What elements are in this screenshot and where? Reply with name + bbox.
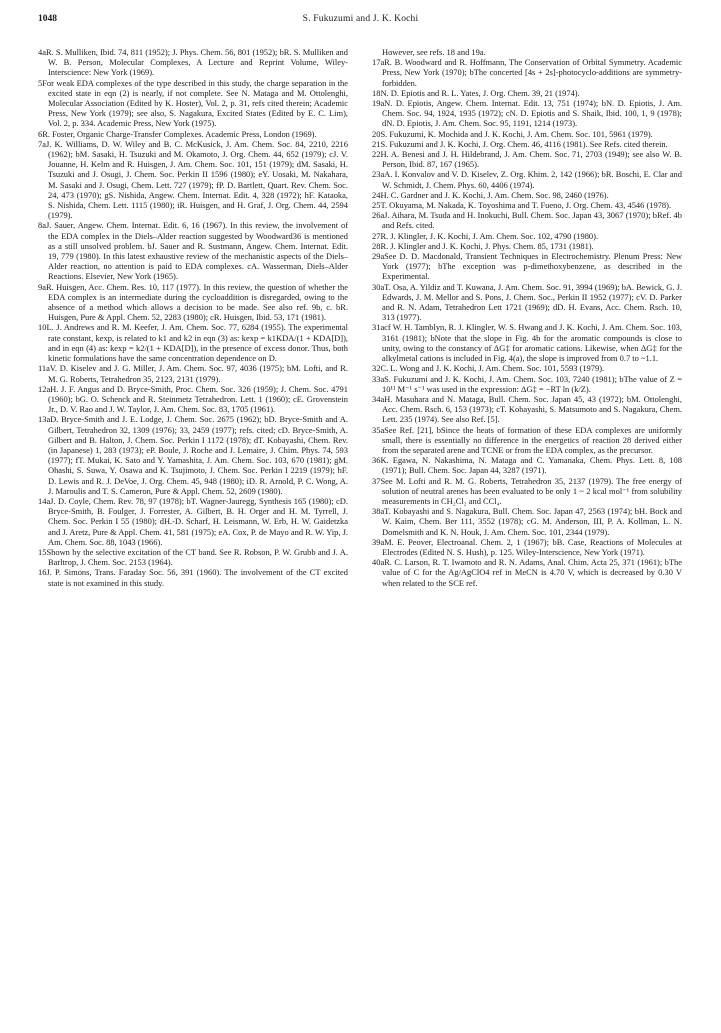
page-number: 1048 — [38, 14, 57, 24]
reference-entry: 9aR. Huisgen, Acc. Chem. Res. 10, 117 (1977). In this review, the question of whether the EDA complex is an intermediate during the cycloaddition is disregarded, owing to the absence of a method which allows a decision to be made. See also ref. 9b, c. bR. Huisgen, Pure & Appl. Chem. 52, 2283 (1980); cR. Huisgen, Ibid. 53, 171 (1981). — [38, 281, 348, 323]
page-header — [38, 14, 683, 28]
reference-entry: 14aJ. D. Coyle, Chem. Rev. 78, 97 (1978); bT. Wagner-Jauregg, Synthesis 165 (1980); cD. Bryce-Smith, B. Foulger, J. Forrester, A. Gilbert, B. H. Orger and H. M. Tyrrell, J. Chem. Soc. Perkin I 55 (1980); dH.-D. Scharf, H. Leismann, W. Erb, H. W. Gaidetzka and J. Aretz, Pure & Appl. Chem. 41, 581 (1975); eA. Cox, P. de Mayo and R. W. Yip, J. Am. Chem. Soc. 88, 1043 (1966). — [38, 495, 348, 547]
reference-entry: 28R. J. Klingler and J. K. Kochi, J. Phys. Chem. 85, 1731 (1981). — [372, 240, 594, 251]
reference-entry: 35aSee Ref. [21], bSince the heats of formation of these EDA complexes are uniformly small, there is essentially no difference in the energetics of reaction 28 derived either from the separated arene and TCNE or from the EDA complex, as the precursor. — [372, 424, 682, 455]
reference-entry: 17aR. B. Woodward and R. Hoffmann, The Conservation of Orbital Symmetry. Academic Press, New York (1970); bThe concerted [4s + 2s]-photocyclo-additions are symmetry-forbidden. — [372, 57, 682, 88]
reference-entry: 19aN. D. Epiotis, Angew. Chem. Internat. Edit. 13, 751 (1974); bN. D. Epiotis, J. Am. Chem. Soc. 94, 1924, 1935 (1972); cN. D. Epiotis and S. Shaik, Ibid. 100, 1, 9 (1978); dN. D. Epiotis, J. Am. Chem. Soc. 95, 1191, 1214 (1973). — [372, 98, 682, 129]
reference-entry: 27R. J. Klingler, J. K. Kochi, J. Am. Chem. Soc. 102, 4790 (1980). — [372, 230, 599, 241]
reference-entry: 39aM. E. Peover, Electroanal. Chem. 2, 1 (1967); bB. Case, Reactions of Molecules at Electrodes (Edited N. S. Hush), p. 125. Wiley-Interscience, New York (1971). — [372, 536, 682, 557]
reference-entry: 15Shown by the selective excitation of the CT band. See R. Robson, P. W. Grubb and J. A. Barltrop, J. Chem. Soc. 2153 (1964). — [38, 546, 348, 568]
reference-entry: 10L. J. Andrews and R. M. Keefer, J. Am. Chem. Soc. 77, 6284 (1955). The experimental rate constant, kexp, is related to k1 and k2 in eqn (3) as: kexp = k1KDA/(1 + KDA[D]), and in eqn (4) as: kexp = k2/(1 + KDA[D]), in the presence of excess donor. Thus, both kinetic formulations have the same concentration dependence on D. — [38, 322, 348, 364]
reference-entry: 6R. Foster, Organic Charge-Transfer Complexes. Academic Press, London (1969). — [38, 128, 317, 139]
reference-entry: 22H. A. Benesi and J. H. Hildebrand, J. Am. Chem. Soc. 71, 2703 (1949); see also W. B. Person, Ibid. 87, 167 (1965). — [372, 149, 682, 170]
reference-entry: 8aJ. Sauer, Angew. Chem. Internat. Edit. 6, 16 (1967). In this review, the involvement of the EDA complex in the Diels–Alder reaction suggested by Woodward36 is mentioned as a still unsolved problem. bJ. Sauer and R. Sustmann, Angew. Chem. Internat. Edit. 19, 779 (1980). In this latest exhaustive review of the mechanistic aspects of the Diels–Alder reaction, no attention is paid to EDA complexes. cA. Wasserman, Diels–Alder Reactions. Elsevier, New York (1965). — [38, 220, 348, 282]
references-left-column — [38, 47, 348, 1022]
reference-entry: 36K. Egawa, N. Nakashima, N. Mataga and C. Yamanaka, Chem. Phys. Lett. 8, 108 (1971); Bull. Chem. Soc. Japan 44, 3287 (1971). — [372, 455, 682, 476]
reference-entry: 31acf W. H. Tamblyn, R. J. Klingler, W. S. Hwang and J. K. Kochi, J. Am. Chem. Soc. 103, 3161 (1981); bNote that the slope in Fig. 4b for the aromatic compounds is close to unity, owing to the constancy of ΔG‡ for aromatic cations. Likewise, when ΔG‡ for the alkylmetal cations is included in Fig. 4(a), the slope is improved from 0.7 to ~1.1. — [372, 322, 682, 364]
reference-entry: 11aV. D. Kiselev and J. G. Miller, J. Am. Chem. Soc. 97, 4036 (1975); bM. Lofti, and R. M. G. Roberts, Tetrahedron 35, 2123, 2131 (1979). — [38, 363, 348, 384]
reference-entry: 13aD. Bryce-Smith and J. E. Lodge, J. Chem. Soc. 2675 (1962); bD. Bryce-Smith and A. Gilbert, Tetrahedron 32, 1309 (1976); 33, 2459 (1977); refs. cited; cD. Bryce-Smith, A. Gilbert and B. Halton, J. Chem. Soc. Perkin I 1172 (1978); dT. Kobayashi, Chem. Rev. (in Japanese) 1, 283 (1973); eP. Boule, J. Roche and J. Lemaire, J. Chim. Phys. 74, 593 (1977); fT. Mukai, K. Sato and Y. Yamashita, J. Am. Chem. Soc. 103, 670 (1981); gM. Ohashi, S. Suwa, Y. Osawa and K. Tsujimoto, J. Chem. Soc. Perkin I 2219 (1979); hF. D. Lewis and R. J. DeVoe, J. Org. Chem. 45, 948 (1980); iD. R. Arnold, P. C. Wong, A. J. Maroulis and T. S. Cameron, Pure & Appl. Chem. 52, 2609 (1980). — [38, 414, 348, 496]
reference-entry: 16J. P. Simons, Trans. Faraday Soc. 56, 391 (1960). The involvement of the CT excited state is not examined in this study. — [38, 567, 348, 588]
reference-entry: 26aJ. Aihara, M. Tsuda and H. Inokuchi, Bull. Chem. Soc. Japan 43, 3067 (1970); bRef. 4b and Refs. cited. — [372, 210, 682, 231]
reference-entry: 5For weak EDA complexes of the type described in this study, the charge separation in the excited state in eqn (2) is nearly, if not complete. See N. Mataga and M. Ottolenghi, Molecular Association (Edited by K. Hoster), Vol. 2, p. 31, refs cited therein; Academic Press, New York (1979); see also, S. Nagakura, Excited States (Edited by E. C. Lim), Vol. 2, p. 334. Academic Press, New York (1975). — [38, 77, 348, 129]
reference-entry: 30aT. Osa, A. Yildiz and T. Kuwana, J. Am. Chem. Soc. 91, 3994 (1969); bA. Bewick, G. J. Edwards, J. M. Mellor and S. Pons, J. Chem. Soc., Perkin II 1952 (1977); cV. D. Parker and R. N. Adam, Tetrahedron Lett 1721 (1969); dD. H. Evans, Acc. Chem. Rsch. 10, 313 (1977). — [372, 281, 682, 323]
reference-entry: 25T. Okuyama, M. Nakada, K. Toyoshima and T. Fueno, J. Org. Chem. 43, 4546 (1978). — [372, 200, 672, 211]
reference-entry: However, see refs. 18 and 19a. — [382, 47, 486, 57]
reference-entry: 29aSee D. D. Macdonald, Transient Techniques in Electrochemistry. Plenum Press: New York (1977); bThe exception was p-dimethoxybenzene, as described in the Experimental. — [372, 251, 682, 282]
reference-entry: 23aA. I. Konvalov and V. D. Kiselev, Z. Org. Khim. 2, 142 (1966); bR. Boschi, E. Clar and W. Schmidt, J. Chem. Phys. 60, 4406 (1974). — [372, 169, 682, 190]
reference-entry: 21S. Fukuzumi and J. K. Kochi, J. Org. Chem. 46, 4116 (1981). See Refs. cited therein. — [372, 138, 668, 149]
reference-entry: 12aH. J. F. Angus and D. Bryce-Smith, Proc. Chem. Soc. 326 (1959); J. Chem. Soc. 4791 (1960); bG. O. Schenck and R. Steinmetz Tetrahedron. Lett. 1 (1960); cE. Grovenstein Jr., D. V. Rao and J. W. Taylor, J. Am. Chem. Soc. 83, 1705 (1961). — [38, 383, 348, 415]
reference-entry: 40aR. C. Larson, R. T. Iwamoto and R. N. Adams, Anal. Chim. Acta 25, 371 (1961); bThe value of C for the Ag/AgClO4 ref in MeCN is 4.70 V, which is decreased by 0.30 V when related to the SCE ref. — [372, 557, 682, 588]
reference-entry: 33aS. Fukuzumi and J. K. Kochi, J. Am. Chem. Soc. 103, 7240 (1981); bThe value of Z = 10¹¹ M⁻¹ s⁻¹ was used in the expression: ΔG‡ = −RT ln (k/Z). — [372, 373, 682, 394]
reference-entry: 18N. D. Epiotis and R. L. Yates, J. Org. Chem. 39, 21 (1974). — [372, 87, 580, 98]
reference-entry: 38aT. Kobayashi and S. Nagakura, Bull. Chem. Soc. Japan 47, 2563 (1974); bH. Bock and W. Kaim, Chem. Ber 111, 3552 (1978); cG. M. Anderson, III, P. A. Kollman, L. N. Domelsmith and K. N. Houk, J. Am. Chem. Soc. 101, 2344 (1979). — [372, 506, 682, 537]
reference-entry: 34aH. Masuhara and N. Mataga, Bull. Chem. Soc. Japan 45, 43 (1972); bM. Ottolenghi, Acc. Chem. Rsch. 6, 153 (1973); cT. Kobayashi, S. Matsumoto and S. Nagakura, Chem. Lett. 235 (1974). See also Ref. [5]. — [372, 393, 682, 425]
reference-entry: 20S. Fukuzumi, K. Mochida and J. K. Kochi, J. Am. Chem. Soc. 101, 5961 (1979). — [372, 128, 653, 139]
references-right-column — [372, 47, 682, 1022]
running-head: S. Fukuzumi and J. K. Kochi — [302, 14, 419, 24]
reference-entry: 24H. C. Gardner and J. K. Kochi, J. Am. Chem. Soc. 98, 2460 (1976). — [372, 189, 609, 200]
reference-entry: 4aR. S. Mulliken, Ibid. 74, 811 (1952); J. Phys. Chem. 56, 801 (1952); bR. S. Mulliken and W. B. Person, Molecular Complexes, A Lecture and Reprint Volume, Wiley-Interscience: New York (1969). — [38, 47, 348, 78]
reference-entry: 32C. L. Wong and J. K. Kochi, J. Am. Chem. Soc. 101, 5593 (1979). — [372, 363, 605, 374]
reference-entry: 7aJ. K. Williams, D. W. Wiley and B. C. McKusick, J. Am. Chem. Soc. 84, 2210, 2216 (1962); bM. Sasaki, H. Tsuzuki and M. Okamoto, J. Org. Chem. 44, 652 (1979); cJ. V. Jouanne, H. Kelm and R. Huisgen, J. Am. Chem. Soc. 101, 151 (1979); dM. Sasaki, H. Tsuzuki and J. Osugi, J. Chem. Soc. Perkin II 1596 (1980); eY. Uosaki, M. Nakahara, M. Sasaki and J. Osugi, Chem. Lett. 727 (1979); fP. D. Bartlett, Quart. Rev. Chem. Soc. 24, 473 (1970); gS. Nishida, Angew. Chem. Internat. Edit. 4, 328 (1972); hF. Kataoka, S. Nishida, Chem. Lett. 1115 (1980); iR. Huisgen, and H. Graf, J. Org. Chem. 44, 2594 (1979). — [38, 138, 348, 221]
reference-entry: 37See M. Lofti and R. M. G. Roberts, Tetrahedron 35, 2137 (1979). The free energy of solution of neutral arenes has been evaluated to be only 1 ~ 2 kcal mol⁻¹ from solubility measurements in CH₂Cl₂ and CCl₄. — [372, 475, 682, 506]
